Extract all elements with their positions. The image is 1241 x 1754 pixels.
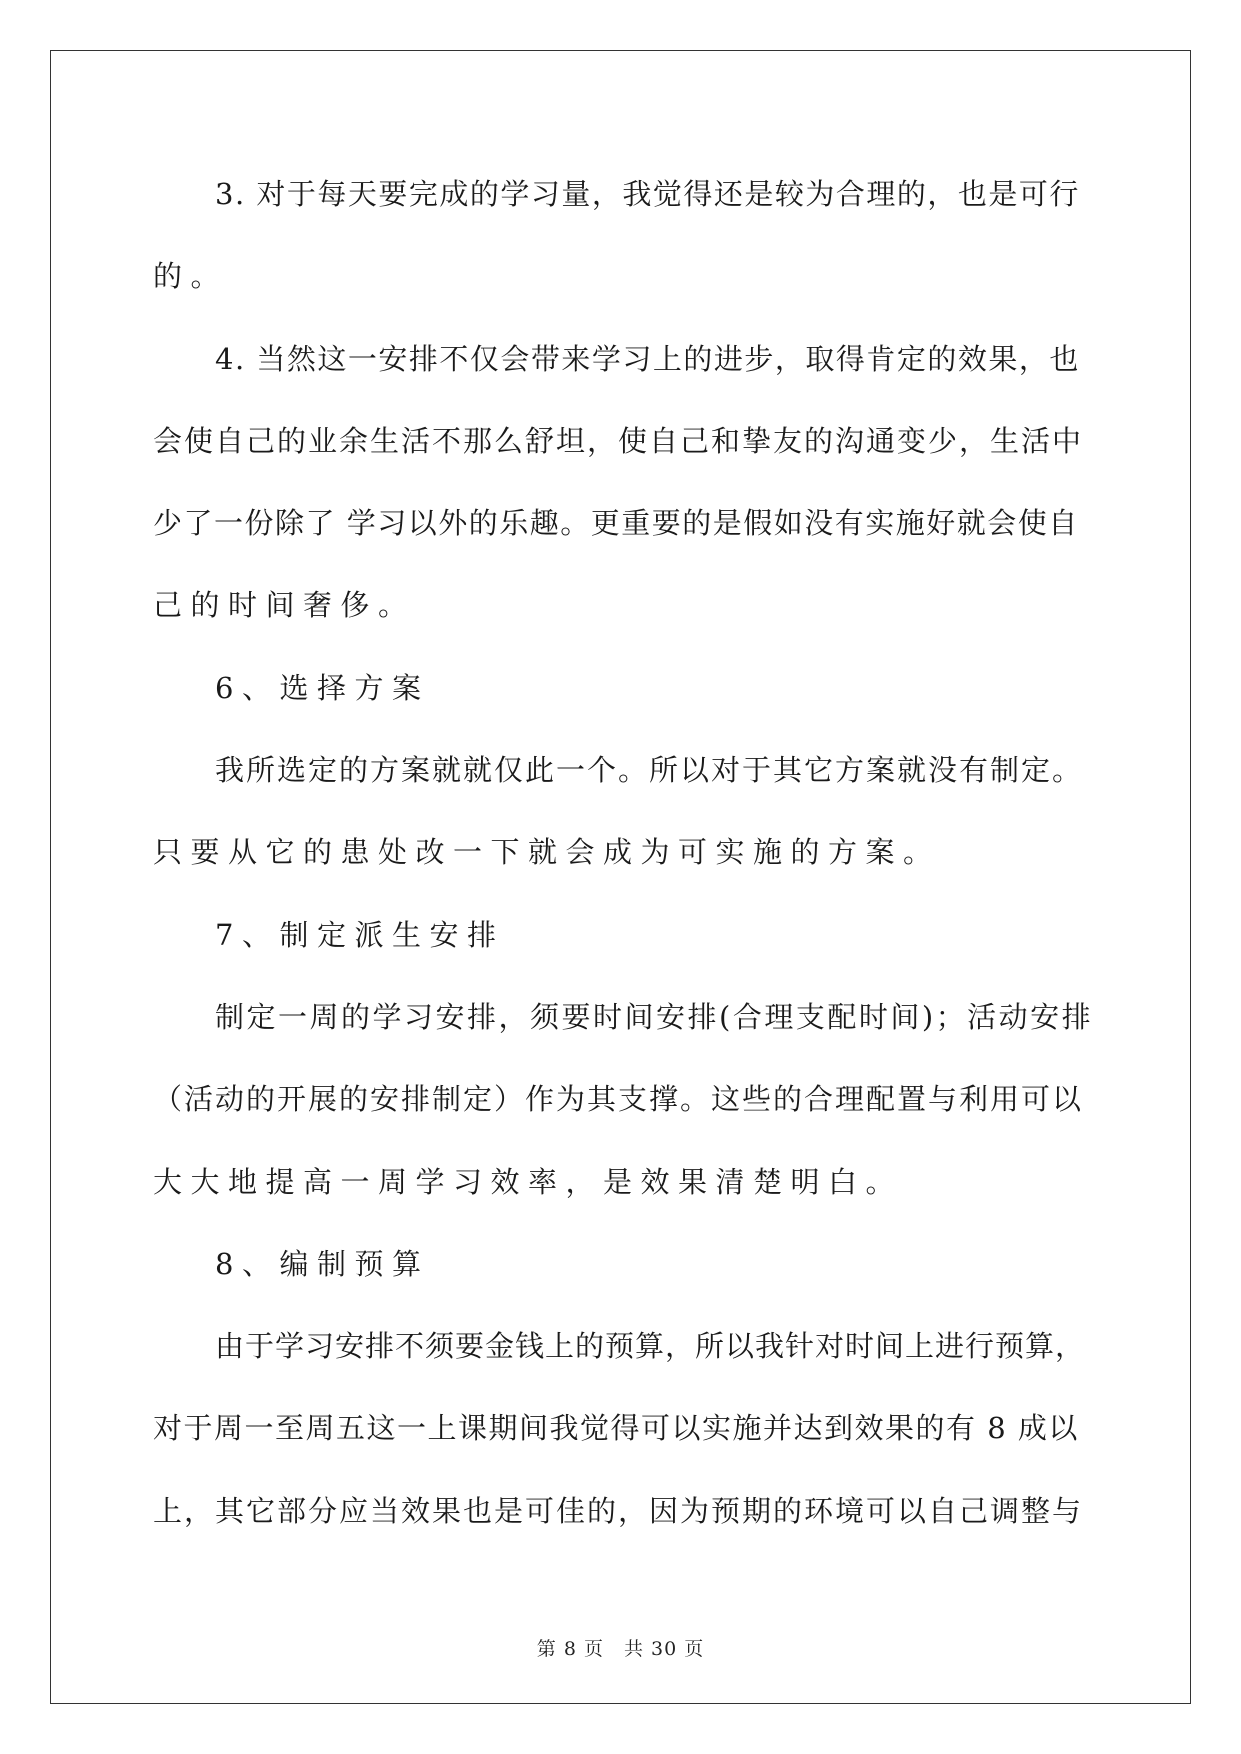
paragraph-line: 我所选定的方案就就仅此一个。所以对于其它方案就没有制定。 [215, 753, 1084, 788]
section-heading: 7、制定派生安排 [215, 917, 505, 952]
section-heading: 8、编制预算 [215, 1246, 430, 1281]
section-heading: 6、选择方案 [215, 670, 430, 705]
paragraph-line: 3. 对于每天要完成的学习量，我觉得还是较为合理的，也是可行 [215, 177, 1080, 211]
paragraph-line: 己的时间奢侈。 [153, 588, 416, 623]
paragraph-line: 的。 [153, 259, 229, 294]
paragraph-line: 对于周一至周五这一上课期间我觉得可以实施并达到效果的有 8 成以 [153, 1411, 1079, 1446]
paragraph-line: 上，其它部分应当效果也是可佳的，因为预期的环境可以自己调整与 [153, 1493, 1084, 1528]
paragraph-line: 制定一周的学习安排，须要时间安排(合理支配时间)；活动安排 [215, 999, 1094, 1034]
paragraph-line: 会使自己的业余生活不那么舒坦，使自己和挚友的沟通变少，生活中 [153, 423, 1084, 458]
paragraph-line: 由于学习安排不须要金钱上的预算，所以我针对时间上进行预算， [215, 1329, 1086, 1364]
paragraph-line: 4. 当然这一安排不仅会带来学习上的进步，取得肯定的效果，也 [215, 341, 1080, 376]
paragraph-line: 只要从它的患处改一下就会成为可实施的方案。 [153, 835, 941, 870]
paragraph-line: 少了一份除了 学习以外的乐趣。更重要的是假如没有实施好就会使自 [153, 506, 1079, 541]
document-body [153, 153, 1093, 1552]
paragraph-line: （活动的开展的安排制定）作为其支撑。这些的合理配置与利用可以 [153, 1082, 1084, 1117]
paragraph-line: 大大地提高一周学习效率，是效果清楚明白。 [153, 1164, 904, 1199]
page-number-footer: 第 8 页 共 30 页 [536, 1638, 705, 1660]
